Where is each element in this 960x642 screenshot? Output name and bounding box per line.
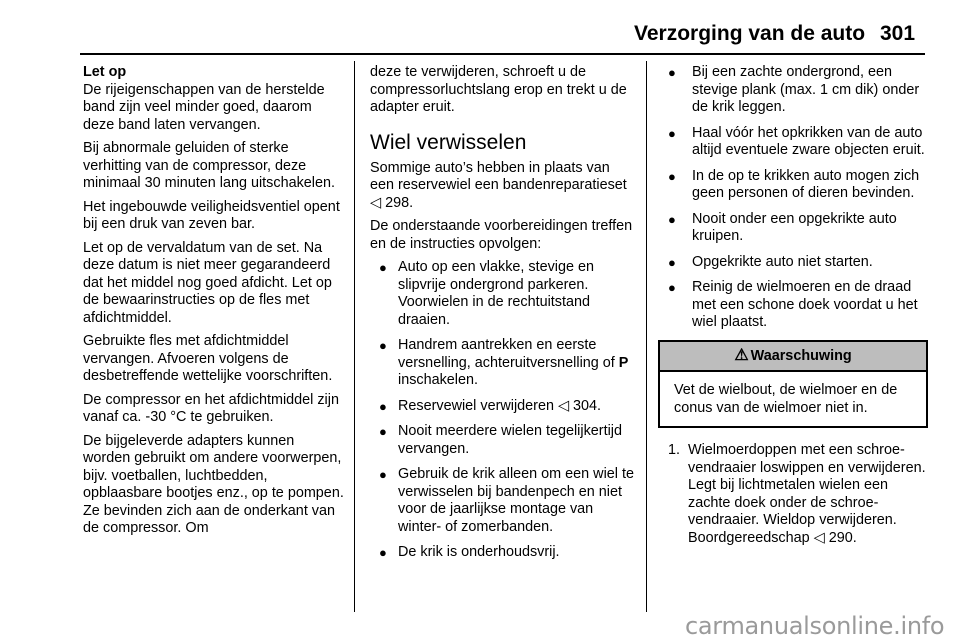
list-item-text: inschakelen. [398,372,478,388]
list-item [658,125,928,160]
bullet-icon: ● [379,467,387,482]
page-ref-icon: ◁ [813,529,825,546]
bullet-icon: ● [668,168,676,184]
list-item-text: Bij een zachte ondergrond, een stevige plank (max. 1 cm dik) onder de krik leggen. [692,64,920,115]
step-list [658,442,928,547]
bullet-icon: ● [668,125,676,141]
list-item-text: Handrem aantrekken en eerste versnelling, achteruitversnelling of [398,337,615,371]
note-text: De rijeigenschappen van de herstelde band zijn veel minder goed, daarom deze band laten vervangen. [83,81,325,133]
intro-text: Sommige auto’s hebben in plaats van een reservewiel een bandenreparatieset [370,159,627,193]
list-item-text: Haal vóór het opkrikken van de auto altijd eventuele zware objecten eruit. [692,124,925,158]
step-item [658,442,928,547]
list-item-text: Auto op een vlakke, stevige en slipvrije ondergrond parkeren. Voorwielen in de rechtuitstand draaien. [398,259,595,328]
bullet-icon: ● [379,545,387,560]
paragraph: deze te verwijderen, schroeft u de compressorluchtslang erop en trekt u de adapter eruit. [370,64,627,115]
list-item [370,259,635,329]
paragraph: Het ingebouwde veiligheidsventiel opent bij een druk van zeven bar. [83,198,340,232]
list-item-text: Reinig de wielmoeren en de draad met een schone doek voordat u het wiel plaatst. [692,279,918,330]
page-ref-icon: ◁ [370,194,382,211]
list-item-text: De krik is onderhoudsvrij. [398,544,560,560]
list-item [658,211,928,246]
bullet-icon: ● [668,280,676,295]
intro-paragraph [370,160,635,213]
paragraph: Let op de vervaldatum van de set. Na deze datum is niet meer gegarandeerd dat het middel nog goed afdicht. Let op de bewaarinstructies op de fles met afdichtmiddel. [83,239,332,326]
paragraph: Bij abnormale geluiden of sterke verhitting van de compressor, deze minimaal 30 minuten lang uitschakelen. [83,140,335,191]
bullet-icon: ● [379,260,387,275]
warning-title: Waarschuwing [750,347,852,364]
page-ref-icon: ◁ [557,397,570,414]
page-title: Verzorging van de auto [634,22,866,45]
note-label: Let op [83,64,127,80]
step-text: Wielmoerdoppen met een schroevendraaier loswippen en verwijderen. Legt bij lichtmetalen wielen een zachte doek onder de schroevendraaier. Wieldop verwijderen. Boordgereedschap [688,442,926,546]
list-item-text: Gebruik de krik alleen om een wiel te verwisselen bij bandenpech en niet voor de jaarlijkse montage van winter- of zomerbanden. [398,466,634,535]
list-item [658,279,928,332]
bullet-icon: ● [379,338,387,353]
warning-header [660,342,926,373]
bullet-icon: ● [668,65,676,80]
list-item [370,337,635,390]
list-item-text: Nooit meerdere wielen tegelijkertijd vervangen. [398,423,622,457]
list-item [370,466,635,536]
list-item-text: Opgekrikte auto niet starten. [692,253,873,270]
column-divider-1 [354,61,355,612]
list-item [370,398,635,416]
gear-symbol: P [618,354,629,371]
warning-box [658,340,928,429]
column-divider-2 [646,61,647,612]
note-block [83,64,345,134]
page-ref-link[interactable]: 304. [573,397,602,414]
paragraph: De onderstaande voorbereidingen treffen en de instructies opvolgen: [370,218,633,252]
list-item [658,254,928,272]
list-item [370,423,635,458]
bullet-icon: ● [379,424,387,439]
instruction-list [658,64,928,332]
paragraph: De compressor en het afdichtmiddel zijn vanaf ca. -30 °C te gebruiken. [83,391,339,425]
list-item-text: Reservewiel verwijderen [398,397,554,414]
bullet-icon: ● [379,398,387,414]
paragraph: Gebruikte fles met afdichtmiddel vervangen. Afvoeren volgens de desbetreffende wettelijke voorschriften. [83,333,333,384]
list-item [370,544,635,562]
step-number: 1. [668,442,681,458]
column-2 [370,64,635,570]
list-item-text: In de op te krikken auto mogen zich geen personen of dieren bevinden. [692,167,920,201]
paragraph: De bijgeleverde adapters kunnen worden gebruikt om andere voorwerpen, bijv. voetballen, luchtbedden, opblaasbare bootjes enz., op te pompen. Ze bevinden zich aan de onderkant van de compressor. Om [83,432,344,536]
page-number: 301 [880,22,916,45]
watermark: carmanualsonline.info [685,612,945,640]
header-rule [80,53,925,55]
page-ref-link[interactable]: 290. [828,529,857,546]
bullet-icon: ● [668,254,676,270]
list-item [658,168,928,203]
warning-text: Vet de wielbout, de wielmoer en de conus van de wielmoer niet in. [674,382,898,416]
section-heading: Wiel verwisselen [370,130,527,154]
column-3 [658,64,928,547]
warning-icon: ⚠ [734,346,749,364]
bullet-icon: ● [668,211,676,227]
column-1 [83,64,345,544]
list-item-text: Nooit onder een opgekrikte auto kruipen. [692,210,897,244]
list-item [658,64,928,117]
instruction-list [370,259,635,562]
page-ref-link[interactable]: 298. [385,194,414,211]
